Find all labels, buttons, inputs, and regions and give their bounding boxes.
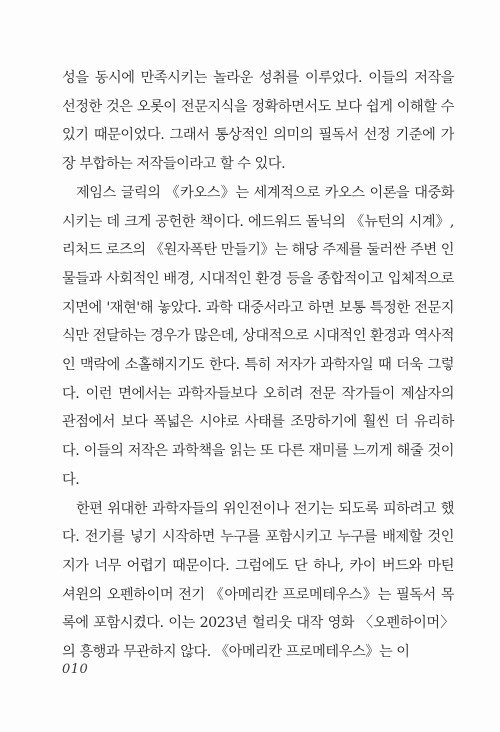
paragraph-biographies: 한편 위대한 과학자들의 위인전이나 전기는 되도록 피하려고 했다. 전기를 넣기 시작하면 누구를 포함시키고 누구를 배제할 것인지가 너무 어렵기 때문이다. 그럼에도 단 하나, 카이 버드와 마틴 셔윈의 오펜하이머 전기 《아메리칸 프로메테우스》는 필독서 목록에 포함시켰다. 이는 2023년 헐리웃 대작 영화 〈오펜하이머〉의 흥행과 무관하지 않다. 《아메리칸 프로메테우스》는 이	[62, 500, 454, 661]
paragraph-gleick-chaos: 제임스 글릭의 《카오스》는 세계적으로 카오스 이론을 대중화시키는 데 크게 공헌한 책이다. 에드워드 돌닉의 《뉴턴의 시계》, 리처드 로즈의 《원자폭탄 만들기》는 해당 주제를 둘러싼 주변 인물들과 사회적인 배경, 시대적인 환경 등을 종합적이고 입체적으로 지면에 '재현'해 놓았다. 과학 대중서라고 하면 보통 특정한 전문지식만 전달하는 경우가 많은데, 상대적으로 시대적인 환경과 역사적인 맥락에 소홀해지기도 한다. 특히 저자가 과학자일 때 더욱 그렇다. 이런 면에서는 과학자들보다 오히려 전문 작가들이 제삼자의 관점에서 보다 폭넓은 시야로 사태를 조망하기에 훨씬 더 유리하다. 이들의 저작은 과학책을 읽는 또 다른 재미를 느끼게 해줄 것이다.	[62, 184, 454, 488]
paragraph-continued: 성을 동시에 만족시키는 놀라운 성취를 이루었다. 이들의 저작을 선정한 것은 오롯이 전문지식을 정확하면서도 보다 쉽게 이해할 수 있기 때문이었다. 그래서 통상적인 의미의 필독서 선정 기준에 가장 부합하는 저작들이라고 할 수 있다.	[62, 70, 454, 173]
page-number: 010	[62, 662, 89, 677]
body-text	[62, 64, 454, 667]
